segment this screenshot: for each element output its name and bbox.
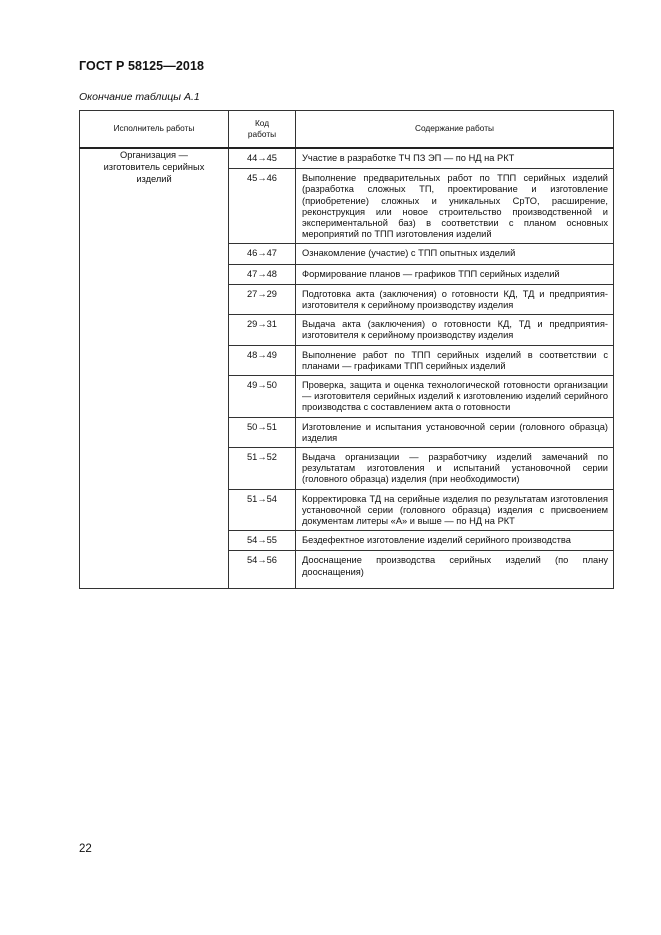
content-cell: Ознакомление (участие) с ТПП опытных изделий: [296, 244, 614, 264]
content-cell: Выдача акта (заключения) о готовности КД, ТД и предприятия-изготовителя к серийному производству изделия: [296, 315, 614, 345]
content-cell: Участие в разработке ТЧ ПЗ ЭП — по НД на РКТ: [296, 148, 614, 169]
content-cell: Проверка, защита и оценка технологической готовности организации — изготовителя серийных изделий к изготовлению изделий серийного производства с составлением акта о готовности: [296, 376, 614, 418]
code-cell: 48→49: [229, 345, 296, 375]
header-content: Содержание работы: [296, 111, 614, 149]
code-cell: 51→54: [229, 489, 296, 531]
table-header-row: [80, 111, 614, 149]
code-cell: 44→45: [229, 148, 296, 169]
content-cell: Дооснащение производства серийных изделий (по плану дооснащения): [296, 551, 614, 588]
code-cell: 50→51: [229, 417, 296, 447]
code-cell: 27→29: [229, 284, 296, 314]
code-cell: 46→47: [229, 244, 296, 264]
executor-cell: Организация — изготовитель серийных изделий: [80, 148, 229, 588]
content-cell: Корректировка ТД на серийные изделия по результатам изготовления установочной серии (головного образца) изделия с присвоением документам литеры «А» и выше — по НД на РКТ: [296, 489, 614, 531]
document-code: ГОСТ Р 58125—2018: [79, 59, 205, 73]
content-cell: Подготовка акта (заключения) о готовности КД, ТД и предприятия-изготовителя к серийному производству изделия: [296, 284, 614, 314]
table-body: [80, 148, 614, 588]
work-table: [79, 110, 614, 589]
header-code-line2: работы: [247, 129, 277, 139]
content-cell: Выполнение работ по ТПП серийных изделий в соответствии с планами — графиками ТПП серийных изделий: [296, 345, 614, 375]
table-row: [80, 148, 614, 169]
page-number: 22: [79, 843, 92, 855]
content-cell: Бездефектное изготовление изделий серийного производства: [296, 531, 614, 551]
content-cell: Выдача организации — разработчику изделий замечаний по результатам изготовления и испытаний установочной серии (головного образца) изделия (при необходимости): [296, 448, 614, 490]
header-code-line1: Код: [254, 118, 270, 128]
table-caption: Окончание таблицы А.1: [79, 91, 200, 103]
code-cell: 29→31: [229, 315, 296, 345]
header-code: [229, 111, 296, 149]
content-cell: Формирование планов — графиков ТПП серийных изделий: [296, 264, 614, 284]
code-cell: 49→50: [229, 376, 296, 418]
content-cell: Выполнение предварительных работ по ТПП серийных изделий (разработка сложных ТП, проектирование и изготовление (приобретение) сложных и уникальных СрТО, расширение, реконструкция или новое строительство производственной и экспериментальной баз) в соответствии с планом основных мероприятий по ТПП изготовления изделий: [296, 169, 614, 244]
header-executor: Исполнитель работы: [80, 111, 229, 149]
code-cell: 54→55: [229, 531, 296, 551]
code-cell: 54→56: [229, 551, 296, 588]
code-cell: 51→52: [229, 448, 296, 490]
code-cell: 47→48: [229, 264, 296, 284]
content-cell: Изготовление и испытания установочной серии (головного образца) изделия: [296, 417, 614, 447]
code-cell: 45→46: [229, 169, 296, 244]
